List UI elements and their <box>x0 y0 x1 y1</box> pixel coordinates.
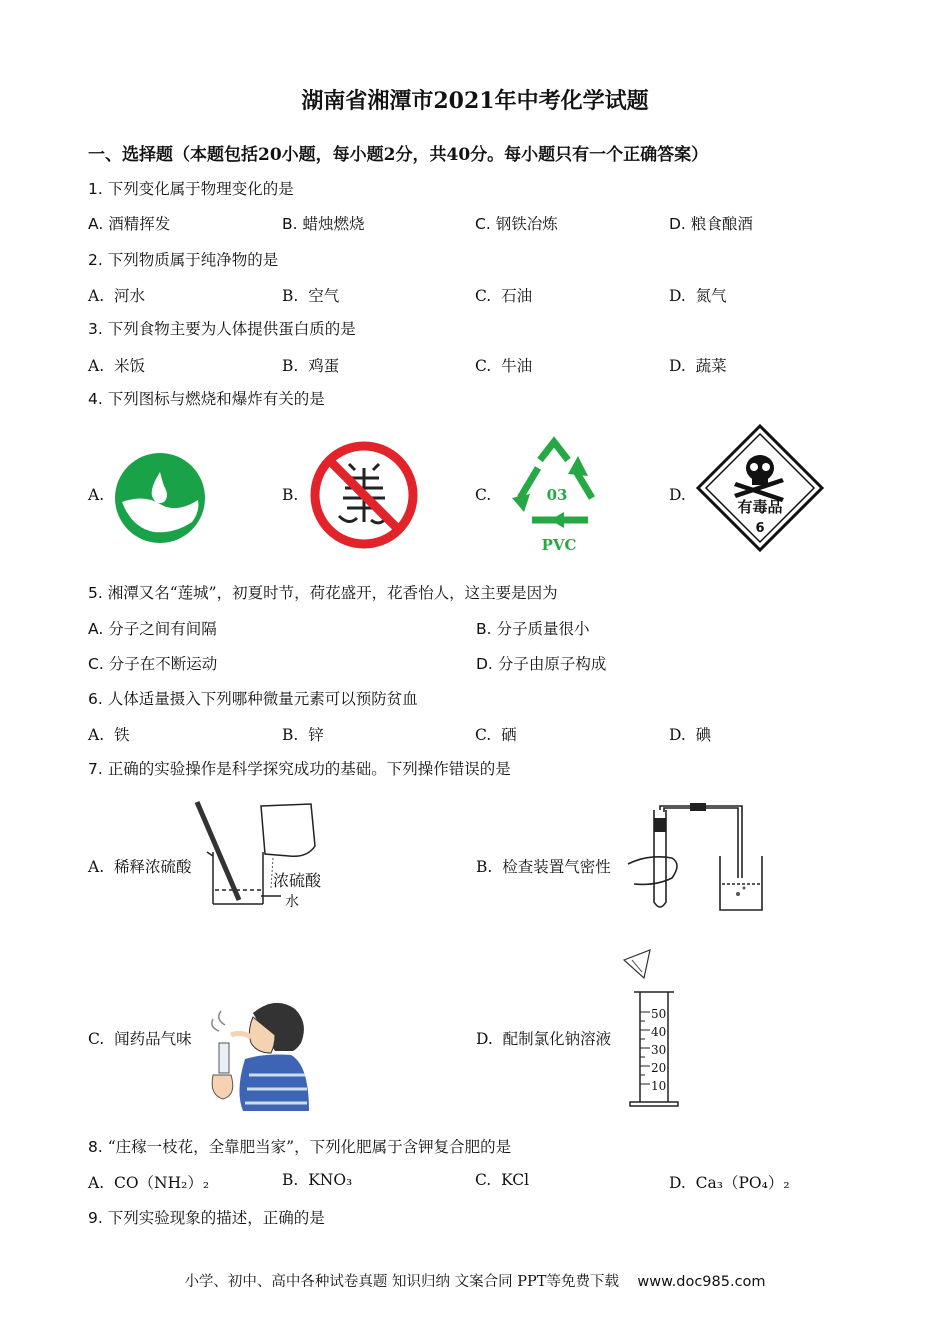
graduated-cylinder-figure <box>620 948 690 1112</box>
q8-option-b: B. KNO₃ <box>282 1171 353 1189</box>
no-fireworks-icon <box>309 440 419 550</box>
q3-option-c: C. 牛油 <box>475 357 533 375</box>
q1-option-c: C. 钢铁冶炼 <box>475 215 558 233</box>
q1-option-a: A. 酒精挥发 <box>88 215 171 233</box>
q2-option-c: C. 石油 <box>475 287 533 305</box>
q5-option-b: B. 分子质量很小 <box>476 620 590 638</box>
water-saving-icon <box>114 452 206 544</box>
footer-url[interactable]: www.doc985.com <box>637 1274 766 1290</box>
q8-option-d: D. Ca₃（PO₄）₂ <box>669 1174 790 1192</box>
water-label: 水 <box>285 894 299 910</box>
pvc-label: PVC <box>541 536 577 554</box>
question-5: 5. 湘潭又名“莲城”，初夏时节，荷花盛开，花香怡人，这主要是因为 <box>88 584 558 602</box>
question-1: 1. 下列变化属于物理变化的是 <box>88 180 294 198</box>
question-2: 2. 下列物质属于纯净物的是 <box>88 251 279 269</box>
smelling-figure <box>205 995 315 1113</box>
toxic-class: 6 <box>755 521 765 536</box>
question-7: 7. 正确的实验操作是科学探究成功的基础。下列操作错误的是 <box>88 760 511 778</box>
q5-option-c: C. 分子在不断运动 <box>88 655 218 673</box>
question-3: 3. 下列食物主要为人体提供蛋白质的是 <box>88 320 356 338</box>
cylinder-mark-50: 50 <box>651 1007 667 1021</box>
acid-label: 浓硫酸 <box>273 871 322 890</box>
q4-option-b: B. <box>282 486 299 504</box>
question-4: 4. 下列图标与燃烧和爆炸有关的是 <box>88 390 325 408</box>
dilute-acid-figure <box>195 800 335 912</box>
page-title: 湖南省湘潭市2021年中考化学试题 <box>301 88 649 114</box>
question-8: 8. “庄稼一枝花，全靠肥当家”，下列化肥属于含钾复合肥的是 <box>88 1138 512 1156</box>
q1-option-b: B. 蜡烛燃烧 <box>282 215 365 233</box>
cylinder-mark-20: 20 <box>651 1061 667 1075</box>
q6-option-b: B. 锌 <box>282 726 324 744</box>
q3-option-a: A. 米饭 <box>88 357 145 375</box>
q3-option-d: D. 蔬菜 <box>669 357 727 375</box>
q7-option-a: A. 稀释浓硫酸 <box>88 858 192 876</box>
toxic-label: 有毒品 <box>737 498 783 516</box>
cylinder-mark-40: 40 <box>651 1025 667 1039</box>
question-9: 9. 下列实验现象的描述，正确的是 <box>88 1209 325 1227</box>
q4-option-c: C. <box>475 486 492 504</box>
footer <box>0 1270 950 1291</box>
footer-text: 小学、初中、高中各种试卷真题 知识归纳 文案合同 PPT等免费下载 <box>184 1274 619 1290</box>
recycling-pvc-icon <box>502 436 612 554</box>
toxic-substance-icon <box>696 424 824 552</box>
q6-option-c: C. 硒 <box>475 726 517 744</box>
q8-option-c: C. KCl <box>475 1171 530 1189</box>
q6-option-d: D. 碘 <box>669 726 712 744</box>
q5-option-d: D. 分子由原子构成 <box>476 655 607 673</box>
section-heading: 一、选择题（本题包括20小题，每小题2分，共40分。每小题只有一个正确答案） <box>88 145 709 165</box>
q2-option-d: D. 氮气 <box>669 287 727 305</box>
q2-option-a: A. 河水 <box>88 287 145 305</box>
q5-option-a: A. 分子之间有间隔 <box>88 620 217 638</box>
q1-option-d: D. 粮食酿酒 <box>669 215 753 233</box>
airtightness-figure <box>620 802 770 914</box>
q3-option-b: B. 鸡蛋 <box>282 357 340 375</box>
q4-option-d: D. <box>669 486 686 504</box>
q8-option-a: A. CO（NH₂）₂ <box>88 1174 210 1192</box>
question-6: 6. 人体适量摄入下列哪种微量元素可以预防贫血 <box>88 690 418 708</box>
q2-option-b: B. 空气 <box>282 287 340 305</box>
cylinder-mark-10: 10 <box>651 1079 667 1093</box>
cylinder-mark-30: 30 <box>651 1043 667 1057</box>
pvc-code: 03 <box>546 486 568 504</box>
q6-option-a: A. 铁 <box>88 726 130 744</box>
q7-option-d: D. 配制氯化钠溶液 <box>476 1030 612 1048</box>
q7-option-c: C. 闻药品气味 <box>88 1030 192 1048</box>
q7-option-b: B. 检查装置气密性 <box>476 858 611 876</box>
q4-option-a: A. <box>88 486 105 504</box>
